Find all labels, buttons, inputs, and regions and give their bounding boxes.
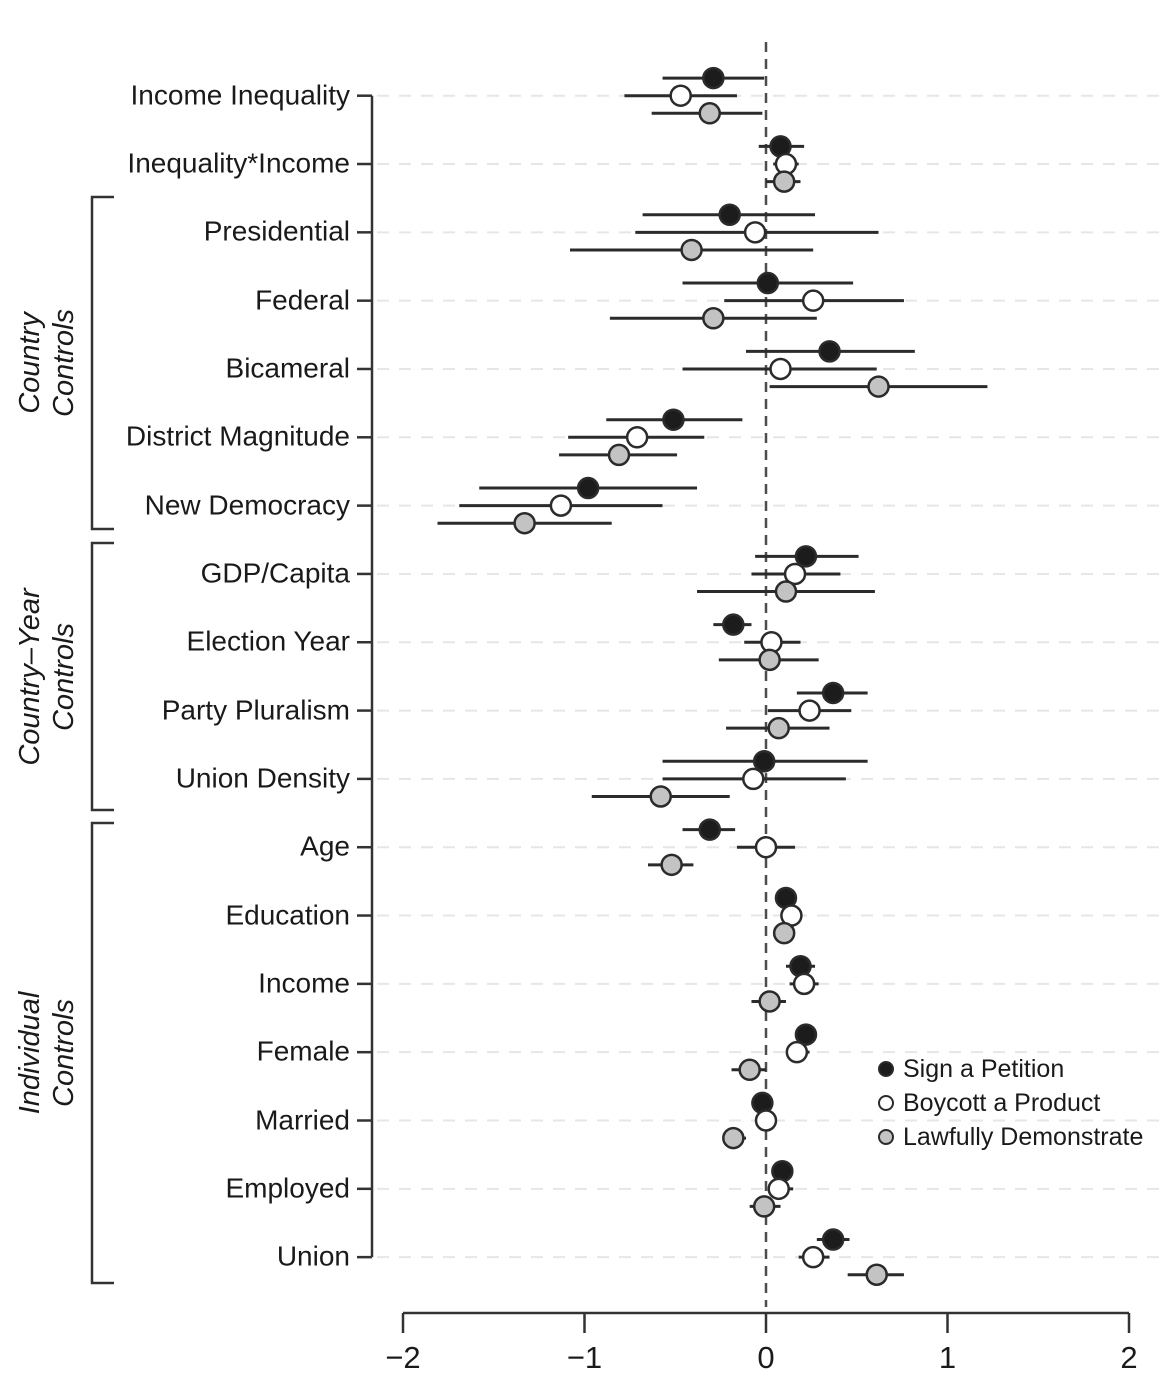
point-demonstrate (760, 991, 780, 1011)
point-petition (796, 546, 816, 566)
x-axis-tick-label: 2 (1120, 1340, 1138, 1375)
legend-item-boycott (878, 1086, 1143, 1120)
point-petition (700, 820, 720, 840)
point-demonstrate (662, 855, 682, 875)
point-demonstrate (682, 240, 702, 260)
legend (878, 1052, 1143, 1154)
row-label: Election Year (186, 625, 350, 657)
row-label: Party Pluralism (161, 693, 350, 725)
row-label: Bicameral (225, 352, 350, 384)
row-label: Inequality*Income (127, 147, 350, 179)
point-petition (723, 615, 743, 635)
point-demonstrate (776, 582, 796, 602)
group-label: Country Controls (14, 309, 80, 417)
x-axis-tick-label: −2 (385, 1340, 421, 1375)
point-demonstrate (515, 513, 535, 533)
point-demonstrate (703, 308, 723, 328)
demonstrate-marker-icon (878, 1129, 894, 1145)
point-petition (754, 751, 774, 771)
point-petition (758, 273, 778, 293)
row-label: New Democracy (144, 488, 350, 520)
point-demonstrate (774, 172, 794, 192)
row-label: Age (300, 830, 350, 862)
point-boycott (551, 496, 571, 516)
x-axis-tick-label: −1 (566, 1340, 603, 1375)
point-boycott (756, 1111, 776, 1131)
x-axis-tick-label: 0 (757, 1340, 775, 1375)
row-label: Income (258, 967, 350, 999)
point-demonstrate (700, 103, 720, 123)
row-label: Employed (225, 1172, 350, 1204)
row-label: Presidential (203, 215, 350, 247)
group-label: Individual Controls (14, 991, 80, 1115)
row-label: Education (225, 898, 350, 930)
point-demonstrate (760, 650, 780, 670)
legend-item-demonstrate (878, 1120, 1143, 1154)
row-label: Federal (255, 284, 350, 316)
point-boycott (769, 1179, 789, 1199)
legend-label-petition: Sign a Petition (903, 1054, 1065, 1083)
point-boycott (794, 974, 814, 994)
row-label: GDP/Capita (200, 557, 350, 589)
point-boycott (671, 86, 691, 106)
point-petition (703, 68, 723, 88)
point-demonstrate (740, 1060, 760, 1080)
point-demonstrate (869, 377, 889, 397)
row-label: Female (256, 1035, 350, 1067)
point-boycott (800, 701, 820, 721)
point-demonstrate (867, 1265, 887, 1285)
point-petition (578, 478, 598, 498)
row-label: Union Density (175, 762, 350, 794)
group-bracket (92, 197, 114, 529)
point-demonstrate (609, 445, 629, 465)
point-demonstrate (723, 1128, 743, 1148)
legend-label-demonstrate: Lawfully Demonstrate (903, 1122, 1144, 1151)
x-axis-tick-label: 1 (938, 1340, 957, 1375)
point-boycott (756, 837, 776, 857)
boycott-marker-icon (878, 1095, 894, 1111)
point-demonstrate (769, 718, 789, 738)
row-label: Income Inequality (130, 79, 350, 111)
point-demonstrate (754, 1196, 774, 1216)
point-boycott (745, 222, 765, 242)
point-boycott (743, 769, 763, 789)
point-boycott (771, 359, 791, 379)
point-petition (663, 410, 683, 430)
point-boycott (627, 427, 647, 447)
point-petition (823, 683, 843, 703)
point-boycott (787, 1042, 807, 1062)
legend-item-petition (878, 1052, 1143, 1086)
row-label: Union (276, 1240, 350, 1272)
legend-label-boycott: Boycott a Product (903, 1088, 1101, 1117)
point-demonstrate (651, 787, 671, 807)
row-label: District Magnitude (125, 420, 350, 452)
point-demonstrate (774, 923, 794, 943)
group-bracket (92, 823, 114, 1283)
group-label: Country–Year Controls (14, 587, 80, 766)
point-boycott (803, 1247, 823, 1267)
group-bracket (92, 543, 114, 810)
point-petition (823, 1230, 843, 1250)
point-petition (820, 341, 840, 361)
point-petition (720, 205, 740, 225)
petition-marker-icon (878, 1061, 894, 1077)
row-label: Married (255, 1103, 350, 1135)
point-boycott (803, 291, 823, 311)
